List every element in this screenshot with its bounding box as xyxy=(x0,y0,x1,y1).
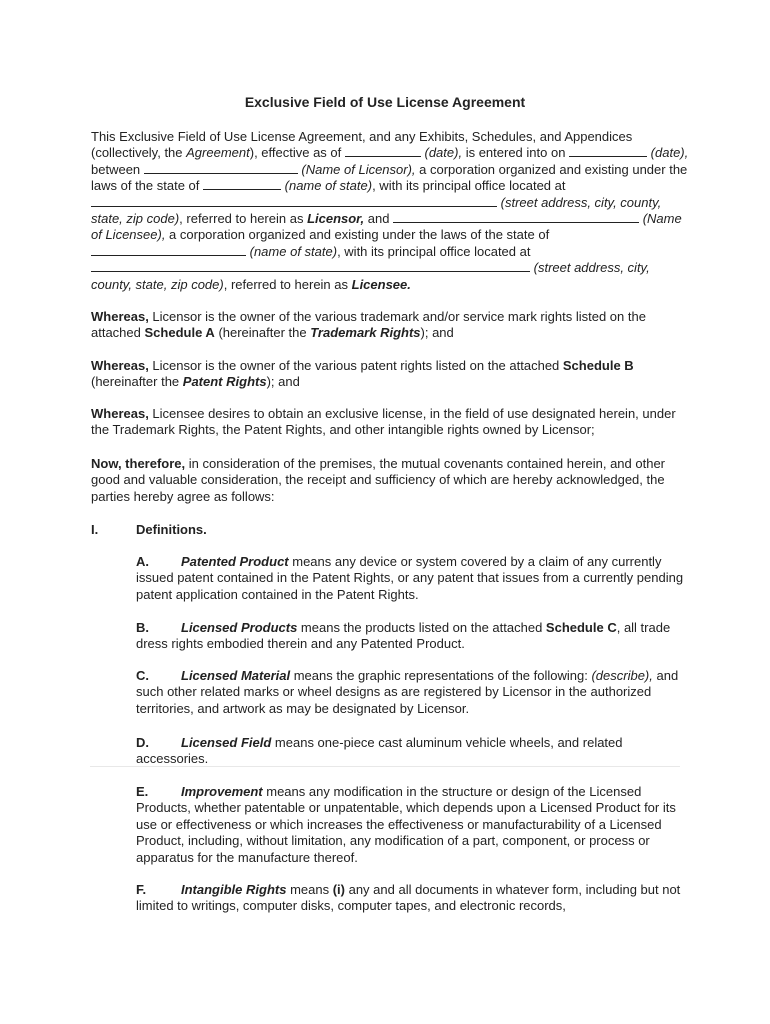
definition-f: F. Intangible Rights means (i) any and all documents in whatever form, including but not limited to writings, computer disks, computer tapes, and electronic records, xyxy=(136,882,681,914)
definition-e: E. Improvement means any modification in the structure or design of the Licensed Products, whether patentable or unpatentable, which depends upon a Licensed Product for its use or effectiveness or which increases the effectiveness or manufacturability of a Licensed Product, including, without limitation, any modification of a part, component, or process or apparatus for the manufacture thereof. xyxy=(136,784,676,865)
whereas-trademark-paragraph: Whereas, Licensor is the owner of the various trademark and/or service mark rights listed on the attached Schedule A (hereinafter the Trademark Rights); and xyxy=(91,309,646,341)
now-therefore-paragraph: Now, therefore, in consideration of the premises, the mutual covenants contained herein, and other good and valuable consideration, the receipt and sufficiency of which are hereby acknowledged, the parties hereby agree as follows: xyxy=(91,456,666,504)
intro-paragraph: This Exclusive Field of Use License Agreement, and any Exhibits, Schedules, and Appendices (collectively, the Agreement), effective as of (date), is entered into on (date), between (Name of Licensor), a corporation organized and existing under the laws of the state of (name of state), with its principal office located at (street address, city, county, state, zip code), referred to herein as Licensor, and (Name of Licensee), a corporation organized and existing under the laws of the state of (name of state), with its principal office located at (street address, city, county, state, zip code), referred to herein as Licensee. xyxy=(91,129,689,292)
definition-b: B. Licensed Products means the products listed on the attached Schedule C, all trade dress rights embodied therein and any Patented Product. xyxy=(136,620,671,652)
section-number: I. xyxy=(91,522,99,537)
document-title: Exclusive Field of Use License Agreement xyxy=(244,94,526,110)
section-heading: Definitions. xyxy=(136,522,207,537)
definition-c: C. Licensed Material means the graphic representations of the following: (describe), and such other related marks or wheel designs as are registered by Licensor in the authorized territories, and artwork as may be designated by Licensor. xyxy=(136,668,679,716)
whereas-patent-paragraph: Whereas, Licensor is the owner of the various patent rights listed on the attached Schedule B (hereinafter the Patent Rights); and xyxy=(91,358,634,390)
whereas-license-paragraph: Whereas, Licensee desires to obtain an exclusive license, in the field of use designated herein, under the Trademark Rights, the Patent Rights, and other intangible rights owned by Licensor; xyxy=(91,406,676,438)
definition-a: A. Patented Product means any device or system covered by a claim of any currently issued patent contained in the Patent Rights, or any patent that issues from a currently pending patent application contained in the Patent Rights. xyxy=(136,554,684,602)
definition-d: D. Licensed Field means one-piece cast aluminum vehicle wheels, and related accessories. xyxy=(136,735,623,767)
page-divider xyxy=(90,766,680,767)
